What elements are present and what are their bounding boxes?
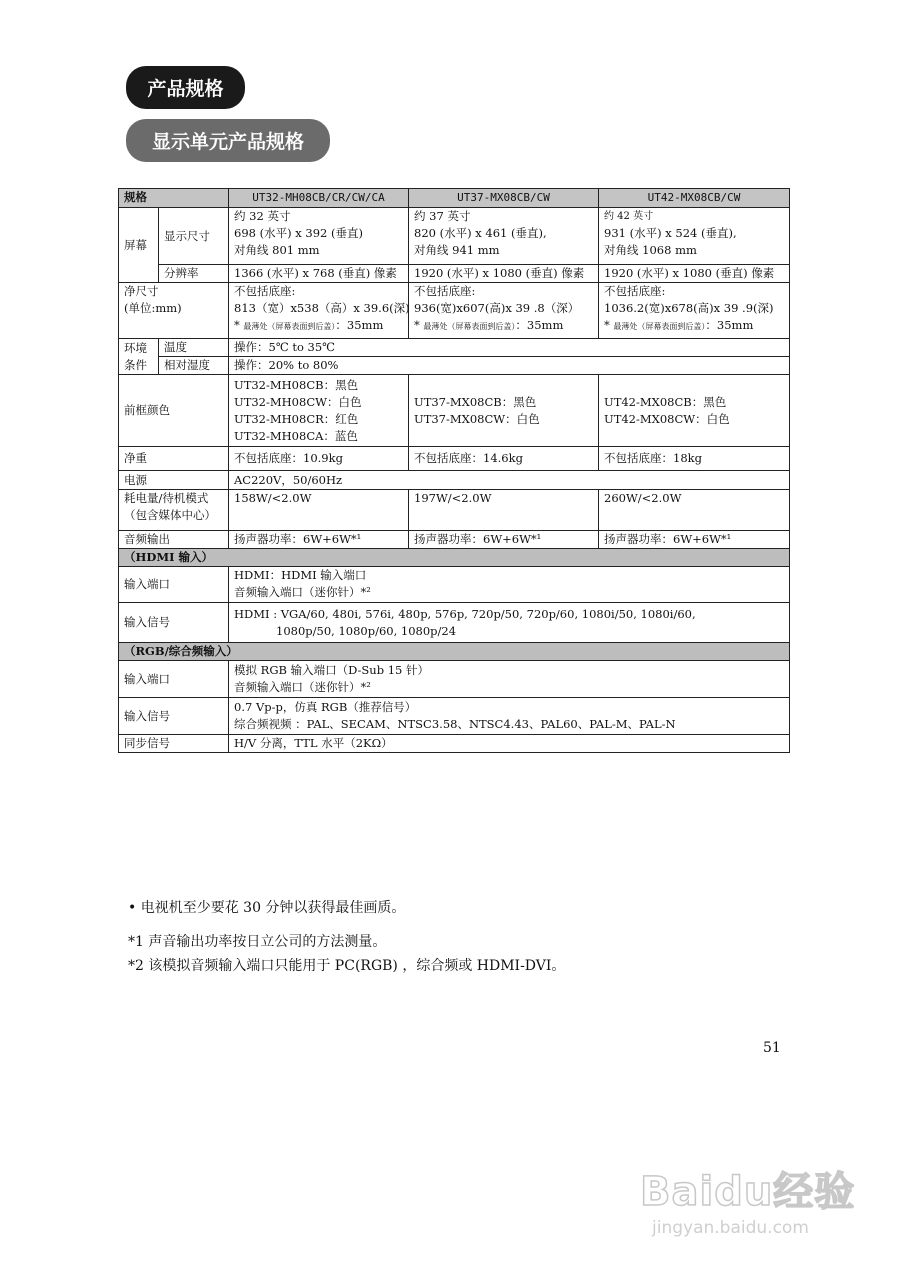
table-row xyxy=(119,283,790,339)
table-row xyxy=(119,698,790,735)
weight-label: 净重 xyxy=(119,447,229,471)
consumption-42: 260W/<2.0W xyxy=(599,490,790,531)
rgb-signal-value: 0.7 Vp-p，仿真 RGB（推荐信号） 综合频视频 ：PAL、SECAM、NTSC3.58、NTSC4.43、PAL60、PAL-M、PAL-N xyxy=(229,698,790,735)
weight-32: 不包括底座：10.9kg xyxy=(229,447,409,471)
hdmi-signal-value: HDMI : VGA/60, 480i, 576i, 480p, 576p, 720p/50, 720p/60, 1080i/50, 1080i/60, 1080p/50, 1080p/60, 1080p/24 xyxy=(229,603,790,643)
rgb-section-row xyxy=(119,643,790,661)
sync-signal-value: H/V 分离，TTL 水平（2KΩ） xyxy=(229,735,790,753)
table-row xyxy=(119,603,790,643)
audio-output-label: 音频输出 xyxy=(119,531,229,549)
resolution-32: 1366 (水平) x 768 (垂直) 像素 xyxy=(229,265,409,283)
baidu-logo: Baidu经验 xyxy=(640,1169,856,1215)
power-value: AC220V，50/60Hz xyxy=(229,471,790,490)
spec-label-header: 规格 xyxy=(119,189,229,208)
temperature-label: 温度 xyxy=(159,339,229,357)
table-row xyxy=(119,375,790,447)
consumption-32: 158W/<2.0W xyxy=(229,490,409,531)
consumption-label: 耗电量/待机模式 （包含媒体中心） xyxy=(119,490,229,531)
rgb-section-label: （RGB/综合频输入） xyxy=(119,643,790,661)
bezel-color-label: 前框颜色 xyxy=(119,375,229,447)
rgb-signal-label: 输入信号 xyxy=(119,698,229,735)
display-size-42: 约 42 英寸 931 (水平) x 524 (垂直), 对角线 1068 mm xyxy=(599,208,790,265)
model-header-32: UT32-MH08CB/CR/CW/CA xyxy=(229,189,409,208)
rgb-port-value: 模拟 RGB 输入端口（D-Sub 15 针） 音频输入端口（迷你针）*² xyxy=(229,661,790,698)
table-header-row xyxy=(119,189,790,208)
spec-table xyxy=(118,188,790,753)
resolution-label: 分辨率 xyxy=(159,265,229,283)
table-row xyxy=(119,339,790,357)
screen-group-label: 屏幕 xyxy=(119,208,159,283)
display-size-37: 约 37 英寸 820 (水平) x 461 (垂直), 对角线 941 mm xyxy=(409,208,599,265)
table-row xyxy=(119,208,790,265)
net-size-label: 净尺寸 (单位:mm) xyxy=(119,283,229,339)
rgb-port-label: 输入端口 xyxy=(119,661,229,698)
table-row xyxy=(119,357,790,375)
table-row xyxy=(119,265,790,283)
weight-42: 不包括底座：18kg xyxy=(599,447,790,471)
audio-output-32: 扬声器功率：6W+6W*¹ xyxy=(229,531,409,549)
note-1: *1 声音输出功率按日立公司的方法测量。 xyxy=(128,934,387,950)
note-2: *2 该模拟音频输入端口只能用于 PC(RGB) ，综合频或 HDMI-DVI。 xyxy=(128,958,566,974)
display-unit-specs-heading: 显示单元产品规格 xyxy=(126,119,330,162)
consumption-37: 197W/<2.0W xyxy=(409,490,599,531)
audio-output-42: 扬声器功率：6W+6W*¹ xyxy=(599,531,790,549)
display-size-32: 约 32 英寸 698 (水平) x 392 (垂直) 对角线 801 mm xyxy=(229,208,409,265)
note-warmup: • 电视机至少要花 30 分钟以获得最佳画质。 xyxy=(128,900,406,916)
table-row xyxy=(119,567,790,603)
resolution-42: 1920 (水平) x 1080 (垂直) 像素 xyxy=(599,265,790,283)
baidu-watermark xyxy=(640,1150,870,1250)
hdmi-section-label: （HDMI 输入） xyxy=(119,549,790,567)
table-row xyxy=(119,471,790,490)
model-header-37: UT37-MX08CB/CW xyxy=(409,189,599,208)
environment-group-label: 环境 条件 xyxy=(119,339,159,375)
humidity-label: 相对湿度 xyxy=(159,357,229,375)
hdmi-section-row xyxy=(119,549,790,567)
resolution-37: 1920 (水平) x 1080 (垂直) 像素 xyxy=(409,265,599,283)
watermark-url: jingyan.baidu.com xyxy=(652,1218,809,1238)
net-size-37: 不包括底座: 936(宽)x607(高)x 39 .8（深） * 最薄处（屏幕表面到后盖）：35mm xyxy=(409,283,599,339)
bezel-color-37: UT37-MX08CB：黑色 UT37-MX08CW：白色 xyxy=(409,375,599,447)
table-row xyxy=(119,531,790,549)
bezel-color-42: UT42-MX08CB：黑色 UT42-MX08CW：白色 xyxy=(599,375,790,447)
sync-signal-label: 同步信号 xyxy=(119,735,229,753)
model-header-42: UT42-MX08CB/CW xyxy=(599,189,790,208)
table-row xyxy=(119,447,790,471)
table-row xyxy=(119,661,790,698)
audio-output-37: 扬声器功率：6W+6W*¹ xyxy=(409,531,599,549)
hdmi-port-value: HDMI：HDMI 输入端口 音频输入端口（迷你针）*² xyxy=(229,567,790,603)
bezel-color-32: UT32-MH08CB：黑色 UT32-MH08CW：白色 UT32-MH08CR：红色 UT32-MH08CA：蓝色 xyxy=(229,375,409,447)
net-size-42: 不包括底座: 1036.2(宽)x678(高)x 39 .9(深) * 最薄处（屏幕表面到后盖）：35mm xyxy=(599,283,790,339)
footnotes xyxy=(128,896,565,978)
table-row xyxy=(119,490,790,531)
net-size-32: 不包括底座: 813（宽）x538（高）x 39.6(深) * 最薄处（屏幕表面到后盖）：35mm xyxy=(229,283,409,339)
weight-37: 不包括底座：14.6kg xyxy=(409,447,599,471)
table-row xyxy=(119,735,790,753)
humidity-value: 操作：20% to 80% xyxy=(229,357,790,375)
display-size-label: 显示尺寸 xyxy=(159,208,229,265)
hdmi-port-label: 输入端口 xyxy=(119,567,229,603)
page-number: 51 xyxy=(763,1040,781,1056)
power-label: 电源 xyxy=(119,471,229,490)
product-specs-heading: 产品规格 xyxy=(126,66,245,109)
temperature-value: 操作：5℃ to 35℃ xyxy=(229,339,790,357)
hdmi-signal-label: 输入信号 xyxy=(119,603,229,643)
